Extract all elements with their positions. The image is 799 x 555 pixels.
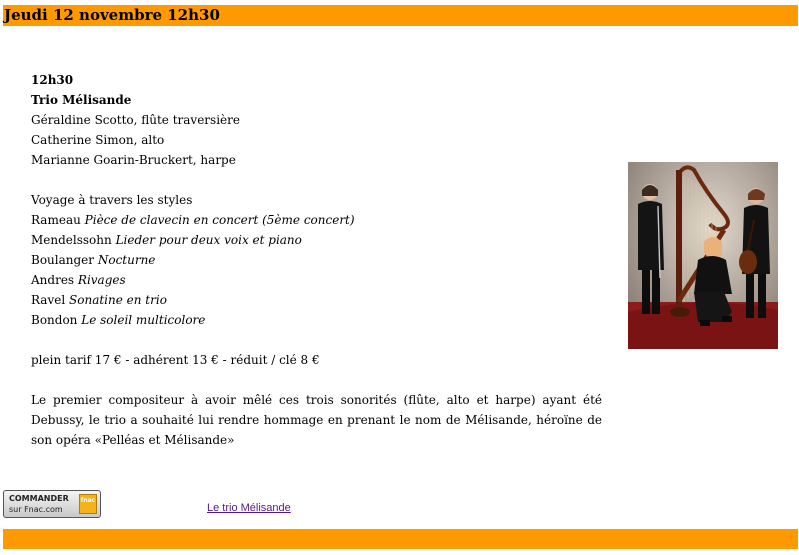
fnac-logo-icon: fnac (79, 494, 97, 514)
ensemble-name: Trio Mélisande (31, 93, 132, 107)
concert-time: 12h30 (31, 73, 74, 87)
work-title: Rivages (77, 273, 126, 287)
musician-item: Catherine Simon, alto (31, 133, 165, 147)
work-title: Sonatine en trio (69, 293, 167, 307)
composer: Mendelssohn (31, 233, 112, 247)
price-info: plein tarif 17 € - adhérent 13 € - réduit / clé 8 € (31, 353, 320, 367)
musician-item: Marianne Goarin-Bruckert, harpe (31, 153, 236, 167)
composer: Andres (31, 273, 75, 287)
spacer (31, 170, 602, 190)
work-title: Nocturne (97, 253, 156, 267)
program-item (31, 290, 602, 310)
date-header-bar (3, 5, 798, 26)
ensemble-description: Le premier compositeur à avoir mêlé ces trois sonorités (flûte, alto et harpe) ayant été Debussy, le trio a souhaité lui rendre hommage en prenant le nom de Mélisande, héroïne de son opéra «Pelléas et Mélisande» (31, 393, 602, 447)
program-item (31, 250, 602, 270)
program-item (31, 210, 602, 230)
program-item (31, 270, 602, 290)
work-title: Pièce de clavecin en concert (5ème concert) (84, 213, 355, 227)
order-fnac-button[interactable] (3, 490, 101, 518)
date-title: Jeudi 12 novembre 12h30 (4, 6, 220, 24)
composer: Rameau (31, 213, 81, 227)
musician-item: Géraldine Scotto, flûte traversière (31, 113, 240, 127)
composer: Boulanger (31, 253, 95, 267)
spacer (31, 330, 602, 350)
trio-photo (628, 162, 778, 349)
work-title: Lieder pour deux voix et piano (115, 233, 302, 247)
trio-melisande-link[interactable]: Le trio Mélisande (207, 502, 291, 514)
composer: Bondon (31, 313, 78, 327)
fnac-button-label: COMMANDER (9, 494, 69, 503)
concert-details (31, 70, 602, 450)
trio-photo-image (628, 162, 778, 349)
work-title: Le soleil multicolore (81, 313, 206, 327)
program-title: Voyage à travers les styles (31, 193, 193, 207)
program-item (31, 310, 602, 330)
composer: Ravel (31, 293, 66, 307)
fnac-button-sublabel: sur Fnac.com (9, 505, 63, 514)
footer-bar (3, 529, 798, 549)
program-item (31, 230, 602, 250)
spacer (31, 370, 602, 390)
